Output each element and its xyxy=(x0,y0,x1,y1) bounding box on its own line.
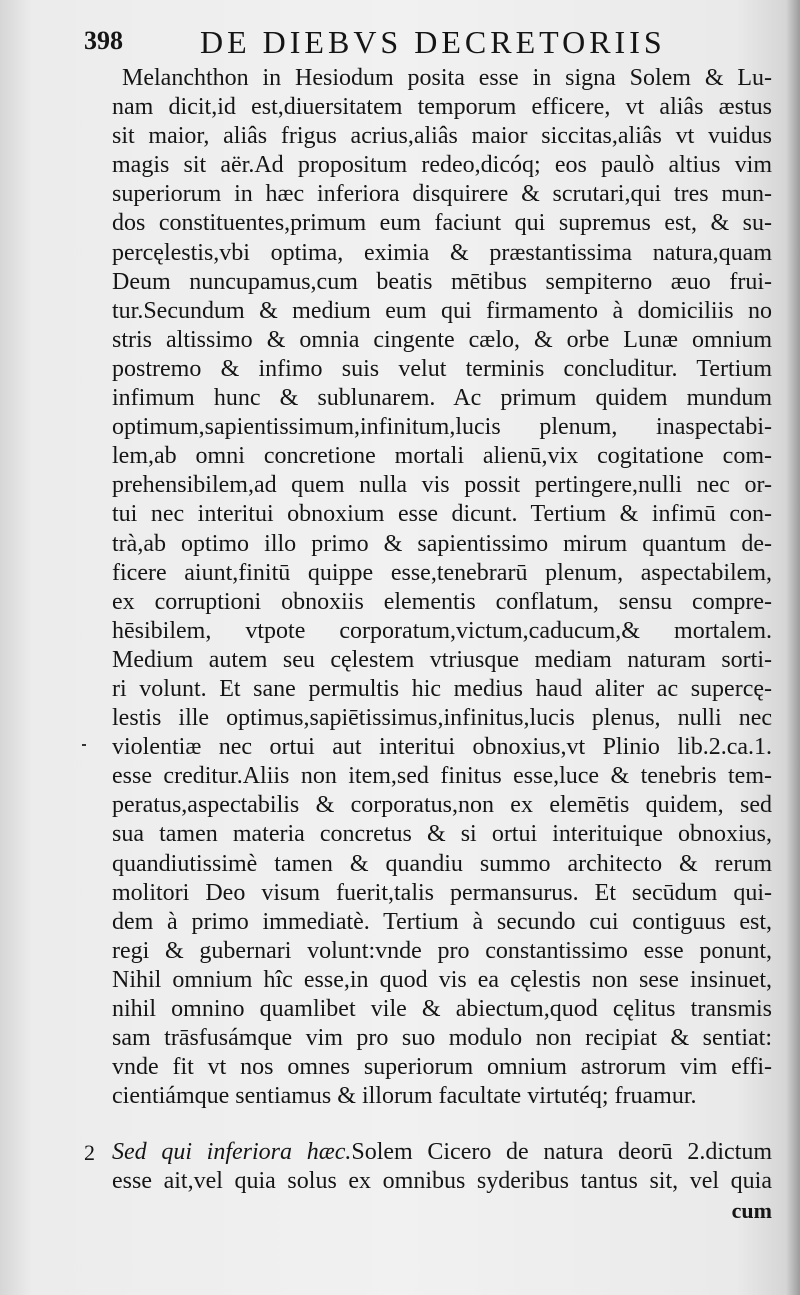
text-line: cientiámque sentiamus & illorum facultate virtutéq; fruamur. xyxy=(112,1083,697,1110)
note-line-1 xyxy=(112,1138,772,1167)
text-line: sit maior, aliâs frigus acrius,aliâs maior siccitas,aliâs vt vuidus xyxy=(112,123,772,150)
text-line: sam trāsfusámque vim pro suo modulo non recipiat & sentiat: xyxy=(112,1025,772,1052)
text-line: postremo & infimo suis velut terminis concluditur. Tertium xyxy=(112,355,772,382)
note-text-block xyxy=(112,1138,772,1196)
text-line: ex corruptioni obnoxiis elementis conflatum, sensu compre- xyxy=(112,588,772,615)
text-line: tui nec interitui obnoxium esse dicunt. Tertium & infimū con- xyxy=(112,501,772,528)
text-line: magis sit aër.Ad propositum redeo,dicóq; eos paulò altius vim xyxy=(112,152,772,179)
running-title: DE DIEBVS DECRETORIIS xyxy=(200,24,666,60)
main-text-block xyxy=(112,64,772,1111)
text-line: dem à primo immediatè. Tertium à secundo cui contiguus est, xyxy=(112,908,772,935)
text-line: sua tamen materia concretus & si ortui interituique obnoxius, xyxy=(112,821,772,848)
text-line: Melanchthon in Hesiodum posita esse in signa Solem & Lu- xyxy=(122,65,772,91)
text-line: ficere aiunt,finitū quippe esse,tenebrarū plenum, aspectabilem, xyxy=(112,559,772,586)
catchword-row xyxy=(112,1196,772,1226)
text-line: Nihil omnium hîc esse,in quod vis ea cęlestis non sese insinuet, xyxy=(112,966,772,993)
text-line: esse creditur.Aliis non item,sed finitus esse,luce & tenebris tem- xyxy=(112,763,772,790)
page-header xyxy=(84,20,764,66)
text-line: quandiutissimè tamen & quandiu summo architecto & rerum xyxy=(112,850,772,877)
note-marker: 2 xyxy=(84,1140,95,1165)
text-line: molitori Deo visum fuerit,talis permansurus. Et secūdum qui- xyxy=(112,879,772,906)
page-gutter-shadow xyxy=(786,0,800,1295)
text-line: vnde fit vt nos omnes superiorum omnium astrorum vim effi- xyxy=(112,1054,772,1081)
text-line: infimum hunc & sublunarem. Ac primum quidem mundum xyxy=(112,385,772,412)
text-line: trà,ab optimo illo primo & sapientissimo mirum quantum de- xyxy=(112,530,772,557)
page-number: 398 xyxy=(84,26,123,55)
text-line: ri volunt. Et sane permultis hic medius haud aliter ac supercę- xyxy=(112,675,772,702)
text-line: dos constituentes,primum eum faciunt qui supremus est, & su- xyxy=(112,210,772,237)
text-line: violentiæ nec ortui aut interitui obnoxius,vt Plinio lib.2.ca.1. xyxy=(112,734,772,761)
note-lemma: Sed qui inferiora hæc. xyxy=(112,1139,352,1165)
note-line-2: esse ait,vel quia solus ex omnibus syderibus tantus sit, vel quia xyxy=(112,1168,772,1195)
text-line: peratus,aspectabilis & corporatus,non ex elemētis quidem, sed xyxy=(112,792,772,819)
text-line: Deum nuncupamus,cum beatis mētibus sempiterno æuo frui- xyxy=(112,268,772,295)
text-line: hēsibilem, vtpote corporatum,victum,caducum,& mortalem. xyxy=(112,617,772,644)
text-line: superiorum in hæc inferiora disquirere & scrutari,qui tres mun- xyxy=(112,181,772,208)
text-line: tur.Secundum & medium eum qui firmamento à domiciliis no xyxy=(112,297,772,324)
margin-mark xyxy=(82,744,86,746)
text-line: regi & gubernari volunt:vnde pro constantissimo esse ponunt, xyxy=(112,937,772,964)
text-line: percęlestis,vbi optima, eximia & præstantissima natura,quam xyxy=(112,239,772,266)
note-line-1-text: Solem Cicero de natura deorū 2.dictum xyxy=(351,1139,772,1165)
text-line: Medium autem seu cęlestem vtriusque mediam naturam sorti- xyxy=(112,646,772,673)
text-line: lestis ille optimus,sapiētissimus,infinitus,lucis plenus, nulli nec xyxy=(112,705,772,732)
text-line: prehensibilem,ad quem nulla vis possit pertingere,nulli nec or- xyxy=(112,472,772,499)
catchword: cum xyxy=(731,1198,772,1223)
text-line: nam dicit,id est,diuersitatem temporum efficere, vt aliâs æstus xyxy=(112,94,772,121)
text-line: lem,ab omni concretione mortali alienū,vix cogitatione com- xyxy=(112,443,772,470)
text-line: optimum,sapientissimum,infinitum,lucis plenum, inaspectabi- xyxy=(112,414,772,441)
text-line: nihil omnino quamlibet vile & abiectum,quod cęlitus transmis xyxy=(112,996,772,1022)
text-line: stris altissimo & omnia cingente cælo, & orbe Lunæ omnium xyxy=(112,326,772,353)
